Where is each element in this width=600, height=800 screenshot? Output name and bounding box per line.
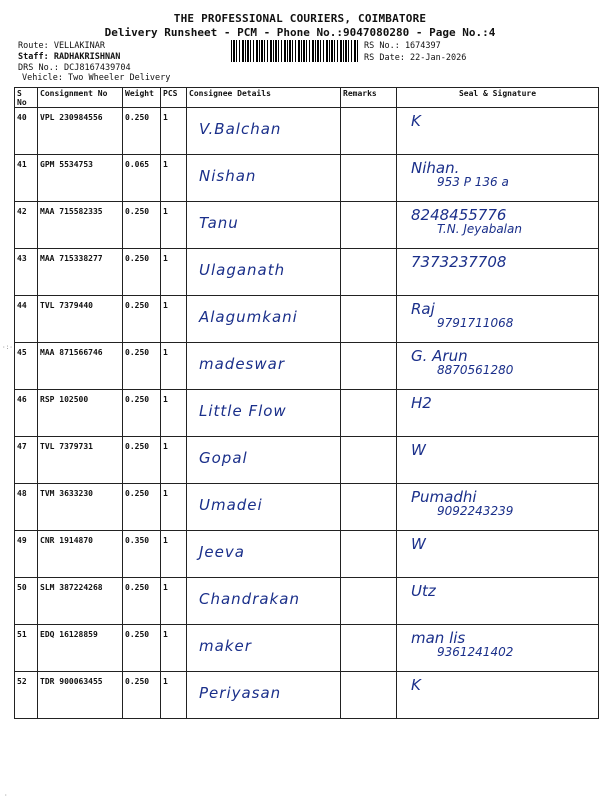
consignee-handwriting: Alagumkani — [199, 308, 298, 326]
row-sno: 45 — [15, 343, 38, 390]
row-pcs: 1 — [161, 625, 187, 672]
row-consignee-cell — [187, 343, 341, 390]
drs-number: DRS No.: DCJ8167439704 — [18, 63, 131, 73]
row-weight: 0.250 — [123, 296, 161, 343]
row-signature-cell — [397, 155, 599, 202]
col-consignment: Consignment No — [38, 88, 123, 108]
signature-handwriting: Utz — [411, 582, 436, 600]
row-remarks — [341, 202, 397, 249]
col-weight: Weight — [123, 88, 161, 108]
row-signature-cell — [397, 437, 599, 484]
row-remarks — [341, 343, 397, 390]
table-row — [15, 155, 599, 202]
signature-handwriting: Nihan. — [411, 159, 460, 177]
row-remarks — [341, 249, 397, 296]
signature-handwriting: W — [411, 535, 426, 553]
consignee-handwriting: Tanu — [199, 214, 239, 232]
consignee-handwriting: Gopal — [199, 449, 248, 467]
row-signature-cell — [397, 108, 599, 155]
row-sno: 41 — [15, 155, 38, 202]
row-consignment-no: VPL 230984556 — [38, 108, 123, 155]
row-signature-cell — [397, 390, 599, 437]
table-row — [15, 437, 599, 484]
consignee-handwriting: Umadei — [199, 496, 263, 514]
row-pcs: 1 — [161, 249, 187, 296]
row-weight: 0.065 — [123, 155, 161, 202]
row-consignee-cell — [187, 296, 341, 343]
staff-label: Staff: RADHAKRISHNAN — [18, 52, 121, 62]
row-sno: 46 — [15, 390, 38, 437]
row-signature-cell — [397, 672, 599, 719]
row-pcs: 1 — [161, 343, 187, 390]
row-consignment-no: MAA 715582335 — [38, 202, 123, 249]
row-weight: 0.250 — [123, 249, 161, 296]
vehicle-label: Vehicle: Two Wheeler Delivery — [22, 73, 171, 83]
row-sno: 44 — [15, 296, 38, 343]
table-row — [15, 625, 599, 672]
row-remarks — [341, 390, 397, 437]
row-pcs: 1 — [161, 437, 187, 484]
row-signature-cell — [397, 202, 599, 249]
row-consignment-no: TVL 7379440 — [38, 296, 123, 343]
table-row — [15, 484, 599, 531]
consignee-handwriting: Ulaganath — [199, 261, 286, 279]
scan-artifact: ·:· — [2, 344, 13, 351]
table-row — [15, 108, 599, 155]
signature-handwriting: man lis — [411, 629, 466, 647]
row-weight: 0.250 — [123, 108, 161, 155]
row-weight: 0.250 — [123, 343, 161, 390]
row-pcs: 1 — [161, 296, 187, 343]
signature-handwriting: W — [411, 441, 426, 459]
signature-handwriting: K — [411, 676, 421, 694]
signature-handwriting: 7373237708 — [411, 253, 507, 271]
row-consignment-no: TVM 3633230 — [38, 484, 123, 531]
row-pcs: 1 — [161, 390, 187, 437]
row-sno: 43 — [15, 249, 38, 296]
signature-handwriting: Pumadhi — [411, 488, 477, 506]
barcode — [231, 40, 359, 62]
row-consignee-cell — [187, 531, 341, 578]
table-row — [15, 531, 599, 578]
row-weight: 0.250 — [123, 625, 161, 672]
row-sno: 52 — [15, 672, 38, 719]
table-row — [15, 249, 599, 296]
row-consignment-no: GPM 5534753 — [38, 155, 123, 202]
table-row — [15, 390, 599, 437]
consignee-handwriting: Chandrakan — [199, 590, 300, 608]
row-weight: 0.250 — [123, 390, 161, 437]
row-consignment-no: MAA 715338277 — [38, 249, 123, 296]
consignee-handwriting: Little Flow — [199, 402, 287, 420]
signature-phone-note: 953 P 136 a — [437, 175, 509, 189]
row-consignee-cell — [187, 437, 341, 484]
row-remarks — [341, 484, 397, 531]
row-consignee-cell — [187, 202, 341, 249]
col-pcs: PCS — [161, 88, 187, 108]
consignee-handwriting: Nishan — [199, 167, 257, 185]
row-consignee-cell — [187, 155, 341, 202]
row-weight: 0.250 — [123, 484, 161, 531]
row-consignee-cell — [187, 390, 341, 437]
company-title: THE PROFESSIONAL COURIERS, COIMBATORE — [173, 12, 427, 25]
col-signature: Seal & Signature — [397, 88, 599, 108]
row-remarks — [341, 625, 397, 672]
row-consignee-cell — [187, 249, 341, 296]
row-remarks — [341, 578, 397, 625]
signature-phone-note: 9361241402 — [437, 645, 514, 659]
col-sno: S No — [15, 88, 38, 108]
row-sno: 48 — [15, 484, 38, 531]
row-sno: 47 — [15, 437, 38, 484]
col-consignee: Consignee Details — [187, 88, 341, 108]
row-weight: 0.250 — [123, 437, 161, 484]
table-row — [15, 578, 599, 625]
table-row — [15, 672, 599, 719]
signature-handwriting: G. Arun — [411, 347, 468, 365]
row-consignment-no: MAA 871566746 — [38, 343, 123, 390]
row-pcs: 1 — [161, 155, 187, 202]
row-sno: 42 — [15, 202, 38, 249]
consignee-handwriting: Jeeva — [199, 543, 245, 561]
row-pcs: 1 — [161, 202, 187, 249]
row-consignment-no: TDR 900063455 — [38, 672, 123, 719]
row-signature-cell — [397, 531, 599, 578]
table-row — [15, 343, 599, 390]
row-remarks — [341, 108, 397, 155]
consignee-handwriting: Periyasan — [199, 684, 282, 702]
row-weight: 0.350 — [123, 531, 161, 578]
col-remarks: Remarks — [341, 88, 397, 108]
signature-handwriting: Raj — [411, 300, 435, 318]
row-pcs: 1 — [161, 672, 187, 719]
signature-handwriting: K — [411, 112, 421, 130]
row-signature-cell — [397, 484, 599, 531]
row-remarks — [341, 155, 397, 202]
row-signature-cell — [397, 249, 599, 296]
runsheet-table — [14, 87, 599, 719]
row-pcs: 1 — [161, 484, 187, 531]
signature-phone-note: 9092243239 — [437, 504, 514, 518]
consignee-handwriting: maker — [199, 637, 252, 655]
table-row — [15, 202, 599, 249]
table-header-row — [15, 88, 599, 108]
scan-artifact: · — [4, 792, 8, 799]
row-consignment-no: CNR 1914870 — [38, 531, 123, 578]
rs-date: RS Date: 22-Jan-2026 — [364, 53, 467, 63]
row-weight: 0.250 — [123, 578, 161, 625]
signature-phone-note: T.N. Jeyabalan — [437, 222, 522, 236]
row-signature-cell — [397, 578, 599, 625]
runsheet-subtitle: Delivery Runsheet - PCM - Phone No.:9047080280 - Page No.:4 — [104, 26, 496, 39]
signature-phone-note: 9791711068 — [437, 316, 514, 330]
rs-number: RS No.: 1674397 — [364, 41, 441, 51]
row-consignment-no: RSP 102500 — [38, 390, 123, 437]
row-sno: 49 — [15, 531, 38, 578]
row-weight: 0.250 — [123, 672, 161, 719]
row-consignment-no: EDQ 16128859 — [38, 625, 123, 672]
row-pcs: 1 — [161, 578, 187, 625]
row-consignment-no: TVL 7379731 — [38, 437, 123, 484]
signature-handwriting: H2 — [411, 394, 432, 412]
row-weight: 0.250 — [123, 202, 161, 249]
consignee-handwriting: madeswar — [199, 355, 285, 373]
row-remarks — [341, 296, 397, 343]
table-row — [15, 296, 599, 343]
row-consignee-cell — [187, 578, 341, 625]
row-sno: 40 — [15, 108, 38, 155]
row-consignee-cell — [187, 484, 341, 531]
row-sno: 51 — [15, 625, 38, 672]
row-remarks — [341, 531, 397, 578]
row-consignment-no: SLM 387224268 — [38, 578, 123, 625]
consignee-handwriting: V.Balchan — [199, 120, 282, 138]
row-sno: 50 — [15, 578, 38, 625]
row-signature-cell — [397, 343, 599, 390]
row-consignee-cell — [187, 672, 341, 719]
signature-handwriting: 8248455776 — [411, 206, 507, 224]
table-body — [15, 108, 599, 719]
row-remarks — [341, 672, 397, 719]
route-label: Route: VELLAKINAR — [18, 41, 105, 51]
row-pcs: 1 — [161, 108, 187, 155]
row-consignee-cell — [187, 108, 341, 155]
row-signature-cell — [397, 625, 599, 672]
row-remarks — [341, 437, 397, 484]
row-signature-cell — [397, 296, 599, 343]
row-consignee-cell — [187, 625, 341, 672]
signature-phone-note: 8870561280 — [437, 363, 514, 377]
row-pcs: 1 — [161, 531, 187, 578]
